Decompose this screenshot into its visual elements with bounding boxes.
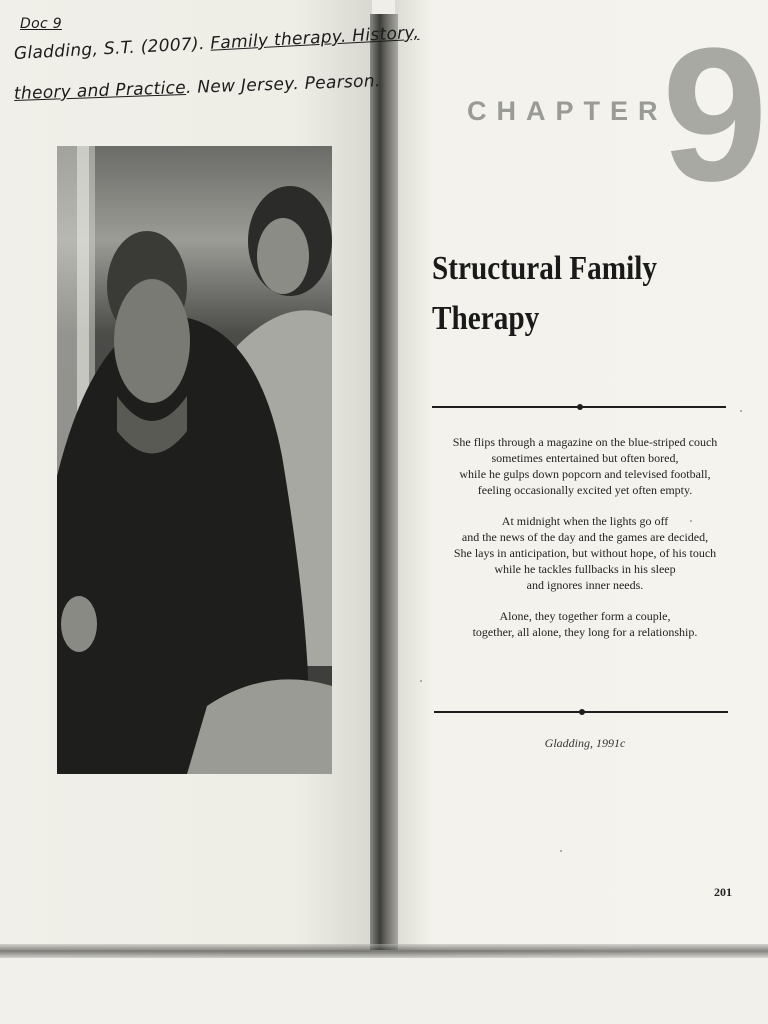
epigraph-line: while he gulps down popcorn and televised football,: [459, 467, 711, 481]
epigraph-attribution: Gladding, 1991c: [544, 736, 626, 750]
scan-speck: [560, 850, 562, 852]
epigraph-poem: [440, 434, 730, 655]
epigraph-stanza: [440, 513, 730, 593]
epigraph-stanza: [440, 608, 730, 640]
epigraph-stanza: [440, 434, 730, 498]
handwritten-citation-title-cont: theory and Practice: [13, 78, 187, 104]
chapter-label: CHAPTER: [467, 96, 668, 126]
handwritten-doc-label: Doc 9: [20, 16, 62, 32]
handwritten-citation-author: Gladding, S.T. (2007).: [13, 33, 211, 64]
handwritten-citation-publisher: . New Jersey. Pearson.: [185, 71, 381, 98]
top-divider-dot: [577, 404, 583, 410]
scan-speck: [420, 680, 422, 682]
epigraph-line: together, all alone, they long for a relationship.: [472, 625, 698, 639]
epigraph-line: She flips through a magazine on the blue-striped couch: [452, 435, 718, 449]
chapter-title-line-1: Structural Family: [432, 250, 657, 287]
epigraph-line: and the news of the day and the games are decided,: [461, 530, 709, 544]
bottom-divider-dot: [579, 709, 585, 715]
epigraph-line: At midnight when the lights go off: [501, 514, 669, 528]
scanner-margin: [0, 958, 768, 1024]
chapter-photo: [57, 146, 332, 774]
epigraph-line: while he tackles fullbacks in his sleep: [494, 562, 676, 576]
chapter-number: 9: [662, 9, 768, 221]
page-number: 201: [714, 885, 732, 899]
epigraph-line: sometimes entertained but often bored,: [491, 451, 679, 465]
epigraph-line: She lays in anticipation, but without hope, of his touch: [453, 546, 717, 560]
page-bottom-edge: [0, 944, 768, 958]
epigraph-line: Alone, they together form a couple,: [499, 609, 671, 623]
chapter-title-line-2: Therapy: [432, 300, 540, 337]
couple-photo-illustration: [57, 146, 332, 774]
handwritten-citation-title: Family therapy. History,: [209, 22, 420, 54]
epigraph-line: and ignores inner needs.: [526, 578, 644, 592]
scan-speck: [740, 410, 742, 412]
epigraph-line: feeling occasionally excited yet often empty.: [477, 483, 693, 497]
scan-speck: [690, 520, 692, 522]
chapter-title: [432, 244, 673, 344]
book-gutter: [370, 14, 398, 950]
